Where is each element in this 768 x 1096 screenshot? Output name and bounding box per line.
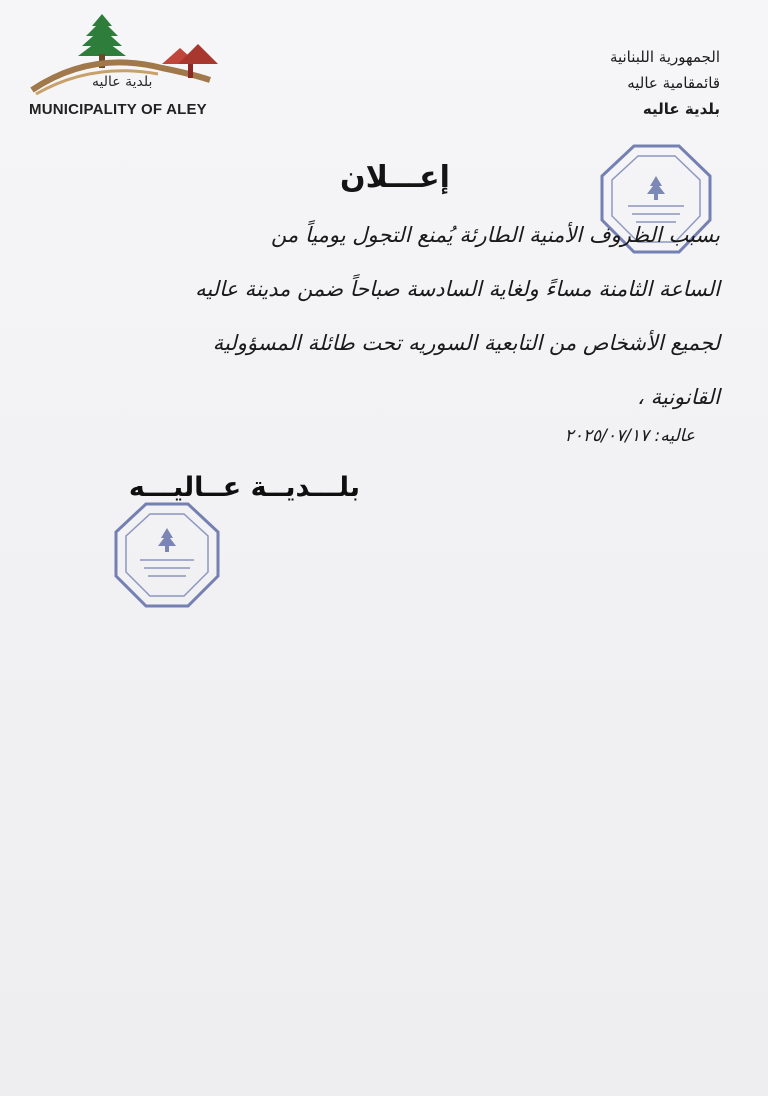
signature-municipality: بلـــديــة عــاليـــه	[128, 472, 360, 503]
body-line: القانونية ،	[637, 385, 720, 409]
government-header	[480, 44, 720, 122]
announcement-date: عاليه: ٢٠٢٥/٠٧/١٧	[564, 426, 695, 446]
official-stamp-bottom	[108, 498, 226, 614]
stamp-cedar-icon	[158, 528, 176, 552]
body-line: لجميع الأشخاص من التابعية السوريه تحت طائلة المسؤولية	[212, 331, 720, 355]
body-line: الساعة الثامنة مساءً ولغاية السادسة صباحاً ضمن مدينة عاليه	[195, 277, 720, 301]
logo-arabic-name: بلدية عاليه	[92, 74, 153, 90]
logo-english-name: MUNICIPALITY OF ALEY	[29, 101, 207, 118]
header-qaimaqamiya: قائمقامية عاليه	[627, 74, 720, 92]
body-line: بسبب الظروف الأمنية الطارئة يُمنع التجول يومياً من	[271, 223, 720, 247]
stamp-cedar-icon	[647, 176, 665, 200]
announcement-title: إعـــلان	[340, 160, 450, 195]
header-republic: الجمهورية اللبنانية	[609, 48, 720, 66]
announcement-body	[50, 208, 720, 424]
header-municipality: بلدية عاليه	[642, 100, 720, 118]
